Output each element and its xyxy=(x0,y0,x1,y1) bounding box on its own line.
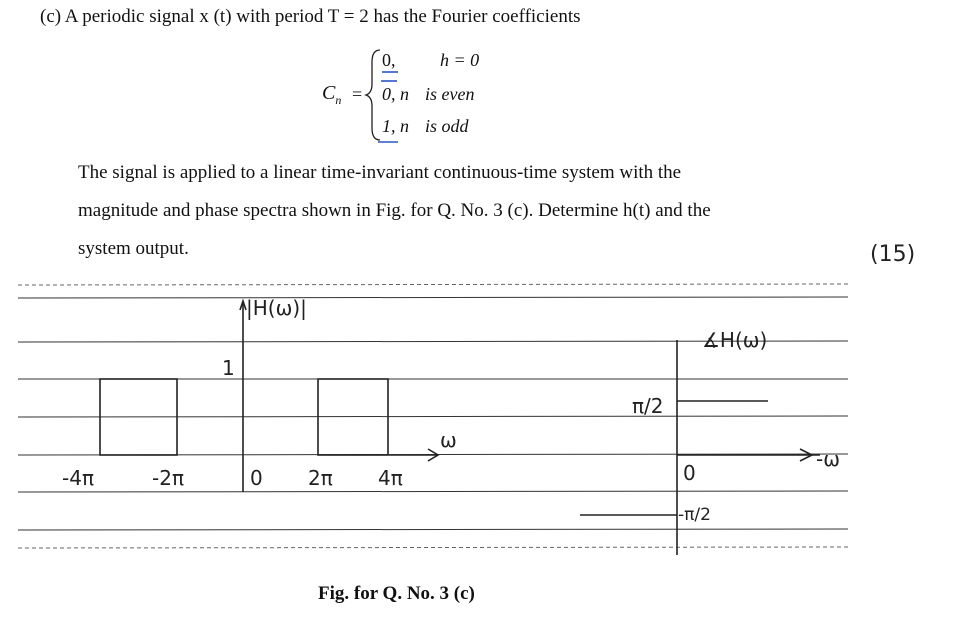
phase-title: ∡H(ω) xyxy=(702,328,768,352)
magnitude-plot xyxy=(100,301,438,492)
phase-axis-var: -ω xyxy=(816,447,840,471)
phase-origin-label: 0 xyxy=(683,461,696,485)
equation-brace xyxy=(366,50,380,140)
magnitude-level-label: 1 xyxy=(222,356,235,380)
question-intro: A periodic signal x (t) with period T = 2 has the Fourier coefficients xyxy=(64,6,581,27)
marks-label: (15) xyxy=(870,242,916,267)
ruled-lines xyxy=(18,284,848,548)
tick-label-zero: 0 xyxy=(250,466,263,490)
paragraph-line-1: The signal is applied to a linear time-invariant continuous-time system with the xyxy=(78,162,682,183)
part-label: (c) xyxy=(40,6,62,27)
phase-neg-label: -π/2 xyxy=(678,505,711,525)
magnitude-axis-var: ω xyxy=(440,428,457,452)
case2-value: 0, n xyxy=(382,84,409,104)
case3-value: 1, n xyxy=(382,116,409,136)
equation-lhs: $C_n$ xyxy=(322,82,342,107)
paragraph-line-2: magnitude and phase spectra shown in Fig. for Q. No. 3 (c). Determine h(t) and the xyxy=(78,200,711,221)
tick-label-neg-4pi: -4π xyxy=(62,466,94,490)
equation-equals: = xyxy=(352,84,363,104)
case1-value: 0, xyxy=(382,50,396,70)
case3-condition: is odd xyxy=(425,116,469,136)
case1-condition: h = 0 xyxy=(440,50,480,70)
magnitude-title: |H(ω)| xyxy=(246,296,307,320)
tick-label-2pi: 2π xyxy=(308,466,333,490)
tick-label-neg-2pi: -2π xyxy=(152,466,184,490)
case2-condition: is even xyxy=(425,84,475,104)
tick-label-4pi: 4π xyxy=(378,466,403,490)
figure-caption: Fig. for Q. No. 3 (c) xyxy=(318,583,475,604)
phase-pos-label: π/2 xyxy=(632,394,664,418)
paragraph-line-3: system output. xyxy=(78,238,189,259)
